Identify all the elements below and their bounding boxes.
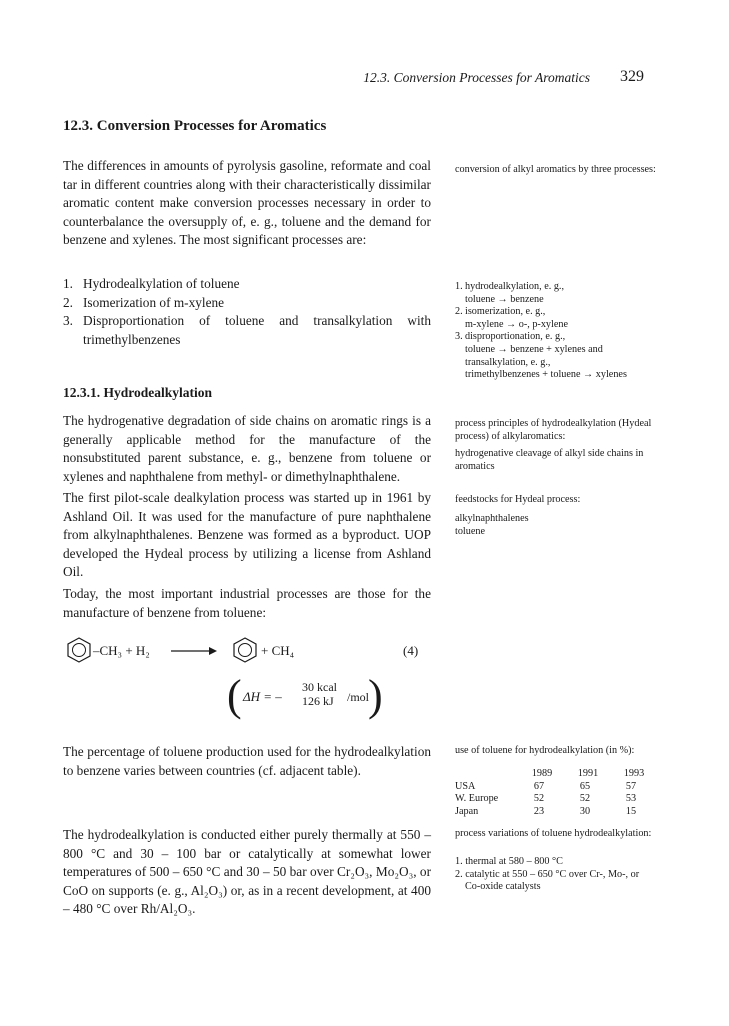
- intro-text: The differences in amounts of pyrolysis gasoline, reformate and coal tar in different countries along with their characteristically dissimilar aromatic content make conversion processes necessary in order to counterbalance the oversupply of, e. g., toluene and the demand for benzene and xylenes. The most significant processes are:: [63, 158, 431, 247]
- table-row-label: W. Europe: [455, 793, 499, 805]
- list-text: Disproportionation of toluene and transalkylation with trimethylbenzenes: [83, 313, 431, 347]
- right-paren: ): [368, 671, 383, 720]
- paragraph-text: Today, the most important industrial processes are those for the manufacture of benzene from toluene:: [63, 586, 431, 620]
- table-cell: 15: [625, 805, 637, 817]
- list-number: 3.: [63, 313, 73, 328]
- list-item: [63, 275, 431, 294]
- margin-text: process variations of toluene hydrodealkylation:: [455, 828, 652, 839]
- list-text: Hydrodealkylation of toluene: [83, 276, 240, 291]
- page-number: 329: [620, 68, 644, 85]
- paragraph-5: [63, 826, 431, 919]
- table-row: [455, 781, 657, 793]
- list-line: transalkylation, e. g.,: [465, 356, 551, 368]
- paragraph-1: [63, 412, 431, 486]
- energy-kj: 126 kJ: [302, 694, 334, 708]
- list-number: 1.: [63, 276, 73, 291]
- margin-text: feedstocks for Hydeal process:: [455, 494, 581, 505]
- margin-list-item: [455, 281, 673, 306]
- margin-text: use of toluene for hydrodealkylation (in %):: [455, 745, 635, 756]
- margin-note-1: [455, 164, 673, 177]
- margin-note-5: [455, 513, 673, 538]
- margin-note-2: [455, 418, 673, 443]
- paragraph-text: The hydrogenative degradation of side chains on aromatic rings is a generally applicable method for the manufacture of the nonsubstituted parent substance, e. g., benzene from toluene or xylenes and naphthalene from methyl- or dimethylnaphthalene.: [63, 413, 431, 484]
- subsection-title: 12.3.1. Hydrodealkylation: [63, 385, 213, 400]
- margin-text: hydrogenative cleavage of alkyl side chains in aromatics: [455, 448, 644, 472]
- list-number: 1.: [455, 281, 463, 292]
- equation-left: –CH₃ + H₂: [93, 643, 150, 658]
- table-cell: 52: [533, 793, 545, 805]
- paragraph-text: The first pilot-scale dealkylation process was started up in 1961 by Ashland Oil. It was used for the manufacture of pure naphthalene from alkylnaphthalenes. Benzene was formed as a byproduct. UOP developed the Hydeal process by utilizing a license from Ashland Oil.: [63, 490, 431, 579]
- list-text: Isomerization of m-xylene: [83, 294, 225, 310]
- toluene-use-table: [455, 767, 657, 818]
- margin-text: 1. thermal at 580 – 800 °C: [455, 856, 563, 867]
- list-line: trimethylbenzenes + toluene → xylenes: [465, 369, 627, 381]
- table-header-row: [455, 767, 657, 781]
- paragraph-3: [63, 585, 431, 622]
- margin-text: alkylnaphthalenes: [455, 513, 529, 524]
- paragraph-text: The hydrodealkylation is conducted either purely thermally at 550 – 800 °C and 30 – 100 bar or catalytically at somewhat lower temperatures of 500 – 650 °C and 30 – 50 bar over Cr₂O₃, Mo₂O₃, or CoO on supports (e. g., Al₂O₃) or, as in a recent development, at 400 – 480 °C over Rh/Al₂O₃.: [63, 827, 431, 916]
- running-header: 12.3. Conversion Processes for Aromatics: [363, 70, 590, 85]
- delta-h: ΔH = –: [243, 689, 282, 704]
- intro-paragraph: [63, 157, 431, 250]
- margin-text: toluene: [455, 525, 485, 537]
- list-line: toluene → benzene + xylenes and: [465, 343, 603, 355]
- list-line: isomerization, e. g.,: [465, 306, 546, 318]
- paragraph-2: [63, 489, 431, 582]
- benzene-ring-icon: [65, 636, 93, 664]
- equation-right: + CH₄: [261, 643, 295, 658]
- list-line: disproportionation, e. g.,: [465, 331, 566, 343]
- list-item: [63, 294, 431, 313]
- margin-note-6: [455, 745, 673, 758]
- table-row-label: Japan: [455, 805, 479, 817]
- table-cell: 52: [579, 793, 591, 805]
- margin-note-8: [455, 856, 673, 894]
- section-title: 12.3. Conversion Processes for Aromatics: [63, 118, 327, 134]
- process-list: [63, 275, 431, 349]
- list-number: 2.: [455, 306, 463, 318]
- table-row-label: USA: [455, 781, 476, 792]
- paragraph-text: The percentage of toluene production used for the hydrodealkylation to benzene varies between countries (cf. adjacent table).: [63, 744, 431, 778]
- list-number: 3.: [455, 331, 463, 343]
- margin-note-3: [455, 448, 673, 473]
- margin-note-7: [455, 828, 673, 841]
- margin-text: Co-oxide catalysts: [465, 881, 541, 893]
- table-cell: 65: [579, 781, 591, 792]
- table-header-cell: 1993: [623, 768, 645, 779]
- margin-note-4: [455, 494, 673, 507]
- table-cell: 67: [533, 781, 545, 792]
- reaction-equation: [63, 636, 433, 726]
- per-mol: /mol: [347, 690, 370, 704]
- margin-text: conversion of alkyl aromatics by three processes:: [455, 164, 656, 175]
- table-row: [455, 793, 657, 805]
- list-item: [63, 312, 431, 349]
- list-number: 2.: [63, 294, 73, 310]
- left-paren: (: [227, 671, 242, 720]
- list-line: m-xylene → o-, p-xylene: [465, 318, 568, 330]
- table-cell: 53: [625, 793, 637, 805]
- energy-kcal: 30 kcal: [302, 680, 337, 694]
- table-corner: [455, 767, 519, 781]
- reaction-arrow-icon: [171, 646, 217, 656]
- table-header-cell: 1991: [577, 768, 599, 779]
- margin-list-item: [455, 306, 673, 331]
- table-header-cell: 1989: [531, 768, 553, 779]
- margin-text: process principles of hydrodealkylation (Hydeal process) of alkylaromatics:: [455, 418, 652, 442]
- margin-text: 2. catalytic at 550 – 650 °C over Cr-, Mo-, or: [455, 868, 640, 880]
- table-cell: 57: [625, 781, 637, 792]
- paragraph-4: [63, 743, 431, 780]
- table-row: [455, 806, 657, 818]
- list-line: hydrodealkylation, e. g.,: [465, 281, 565, 292]
- margin-list-item: [455, 331, 673, 381]
- table-cell: 30: [579, 805, 591, 817]
- margin-process-list: [455, 281, 673, 382]
- list-line: toluene → benzene: [465, 293, 544, 305]
- equation-number: (4): [403, 643, 419, 658]
- table-cell: 23: [533, 805, 545, 817]
- benzene-ring-icon: [231, 636, 259, 664]
